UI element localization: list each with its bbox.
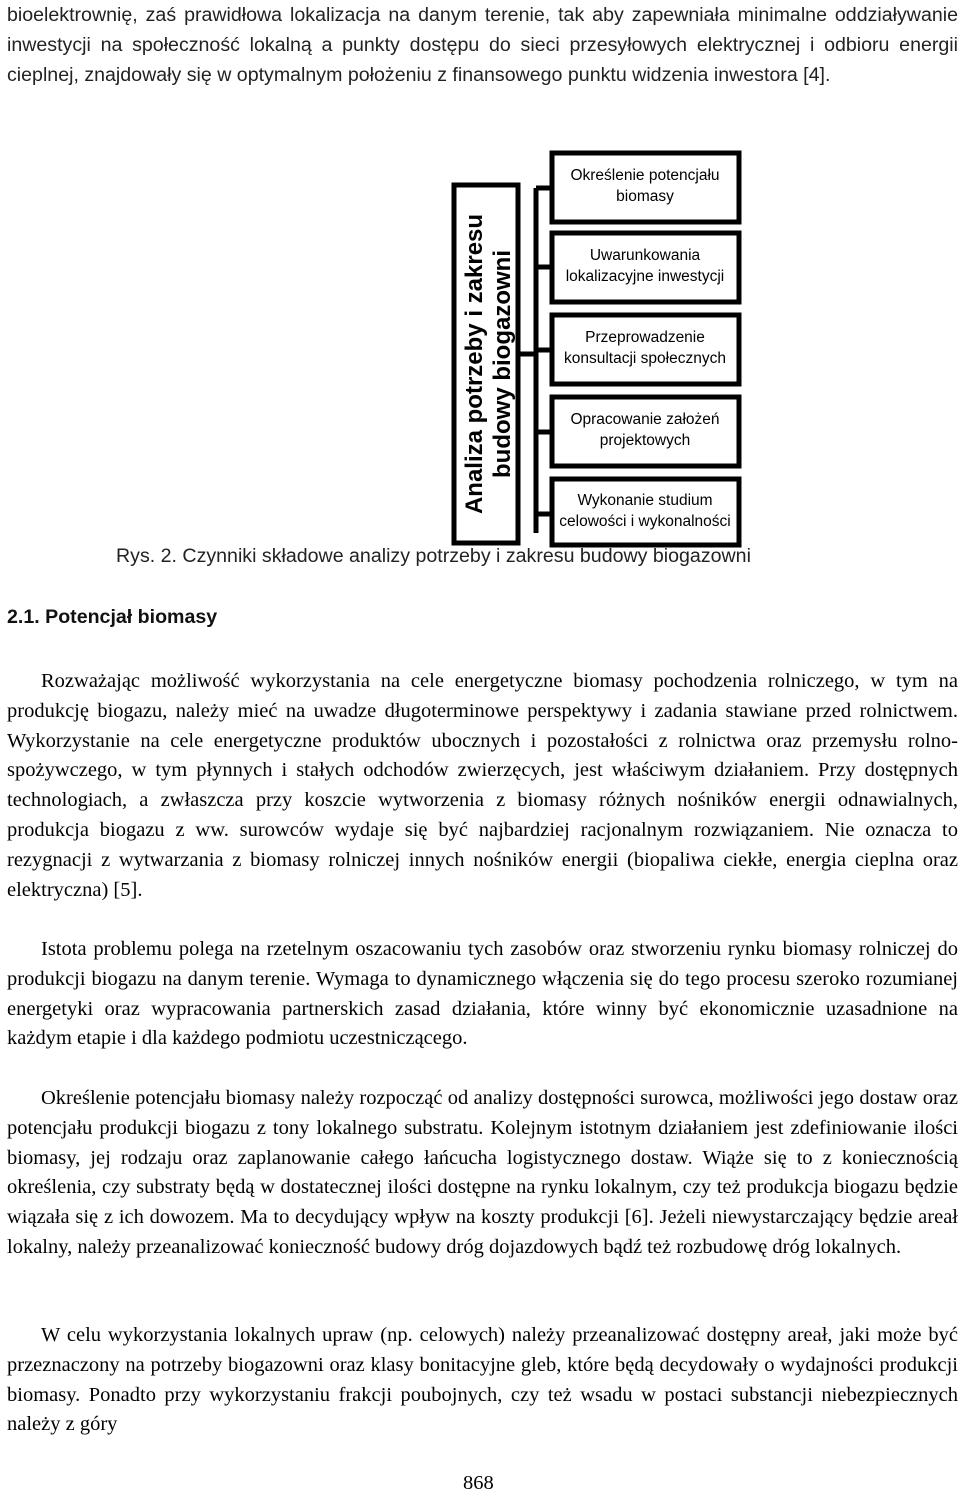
svg-text:Wykonanie studium: Wykonanie studium xyxy=(577,492,713,509)
factor-box-1 xyxy=(552,153,739,222)
svg-text:celowości i wykonalności: celowości i wykonalności xyxy=(559,513,731,530)
section-heading: 2.1. Potencjał biomasy xyxy=(7,606,218,628)
factor-box-3 xyxy=(552,315,739,384)
body-paragraph-1: Rozważając możliwość wykorzystania na cele energetyczne biomasy pochodzenia rolniczego, w tym na produkcję biogazu, należy mieć na uwadze długoterminowe perspektywy i zadania stawiane przed rolnictwem. Wykorzystanie na cele energetyczne produktów ubocznych i pozostałości z rolnictwa oraz przemysłu rolno-spożywczego, w tym płynnych i stałych odchodów zwierzęcych, jest właściwym działaniem. Przy dostępnych technologiach, a zwłaszcza przy koszcie wytworzenia z biomasy różnych nośników energii odnawialnych, produkcja biogazu z ww. surowców wydaje się być najbardziej racjonalnym rozwiązaniem. Nie oznacza to rezygnacji z wytwarzania z biomasy rolniczej innych nośników energii (biopaliwa ciekłe, energia cieplna oraz elektryczna) [5]. xyxy=(7,670,958,901)
svg-text:Uwarunkowania: Uwarunkowania xyxy=(589,247,701,264)
page-number: 868 xyxy=(463,1472,494,1494)
factor-box-2 xyxy=(552,233,739,302)
svg-text:biomasy: biomasy xyxy=(616,188,674,205)
intro-paragraph: bioelektrownię, zaś prawidłowa lokalizacja na danym terenie, tak aby zapewniała minimalne oddziaływanie inwestycji na społeczność lokalną a punkty dostępu do sieci przesyłowych elektrycznej i odbioru energii cieplnej, znajdowały się w optymalnym położeniu z finansowego punktu widzenia inwestora [4]. xyxy=(7,4,958,86)
svg-text:konsultacji społecznych: konsultacji społecznych xyxy=(564,350,726,367)
factor-box-4 xyxy=(552,397,739,466)
body-paragraph-3: Określenie potencjału biomasy należy rozpocząć od analizy dostępności surowca, możliwości jego dostaw oraz potencjału produkcji biogazu z tony lokalnego substratu. Kolejnym istotnym działaniem jest zdefiniowanie ilości biomasy, jej rodzaju oraz zaplanowanie całego łańcucha logistycznego dostaw. Wiąże się to z koniecznością określenia, czy substraty będą w dostatecznej ilości dostępne na rynku lokalnym, czy też produkcja biogazu będzie wiązała się z ich dowozem. Ma to decydujący wpływ na koszty produkcji [6]. Jeżeli niewystarczający będzie areał lokalny, należy przeanalizować konieczność budowy dróg dojazdowych bądź też rozbudowę dróg lokalnych. xyxy=(7,1087,958,1258)
svg-text:lokalizacyjne inwestycji: lokalizacyjne inwestycji xyxy=(565,268,725,285)
svg-text:Określenie potencjału: Określenie potencjału xyxy=(570,167,720,184)
figure-caption: Rys. 2. Czynniki składowe analizy potrzeby i zakresu budowy biogazowni xyxy=(116,545,751,567)
factor-box-5 xyxy=(552,479,739,545)
figure-diagram xyxy=(448,144,748,552)
svg-text:Opracowanie założeń: Opracowanie założeń xyxy=(570,411,720,428)
svg-text:projektowych: projektowych xyxy=(599,432,691,449)
body-paragraph-2: Istota problemu polega na rzetelnym oszacowaniu tych zasobów oraz stworzeniu rynku biomasy rolniczej do produkcji biogazu na danym terenie. Wymaga to dynamicznego włączenia się do tego procesu szeroko rozumianej energetyki oraz wypracowania partnerskich zasad działania, które winny być ekonomicznie uzasadnione na każdym etapie i dla każdego podmiotu uczestniczącego. xyxy=(7,938,958,1050)
main-label-line1: Analiza potrzeby i zakresu xyxy=(461,213,488,515)
svg-text:Przeprowadzenie: Przeprowadzenie xyxy=(585,329,705,346)
body-paragraph-4: W celu wykorzystania lokalnych upraw (np. celowych) należy przeanalizować dostępny areał, jaki może być przeznaczony na potrzeby biogazowni oraz klasy bonitacyjne gleb, które będą decydowały o wydajności produkcji biomasy. Ponadto przy wykorzystaniu frakcji poubojnych, czy też wsadu w postaci substancji niebezpiecznych należy z góry xyxy=(7,1324,958,1436)
main-label-line2: budowy biogazowni xyxy=(489,250,516,478)
